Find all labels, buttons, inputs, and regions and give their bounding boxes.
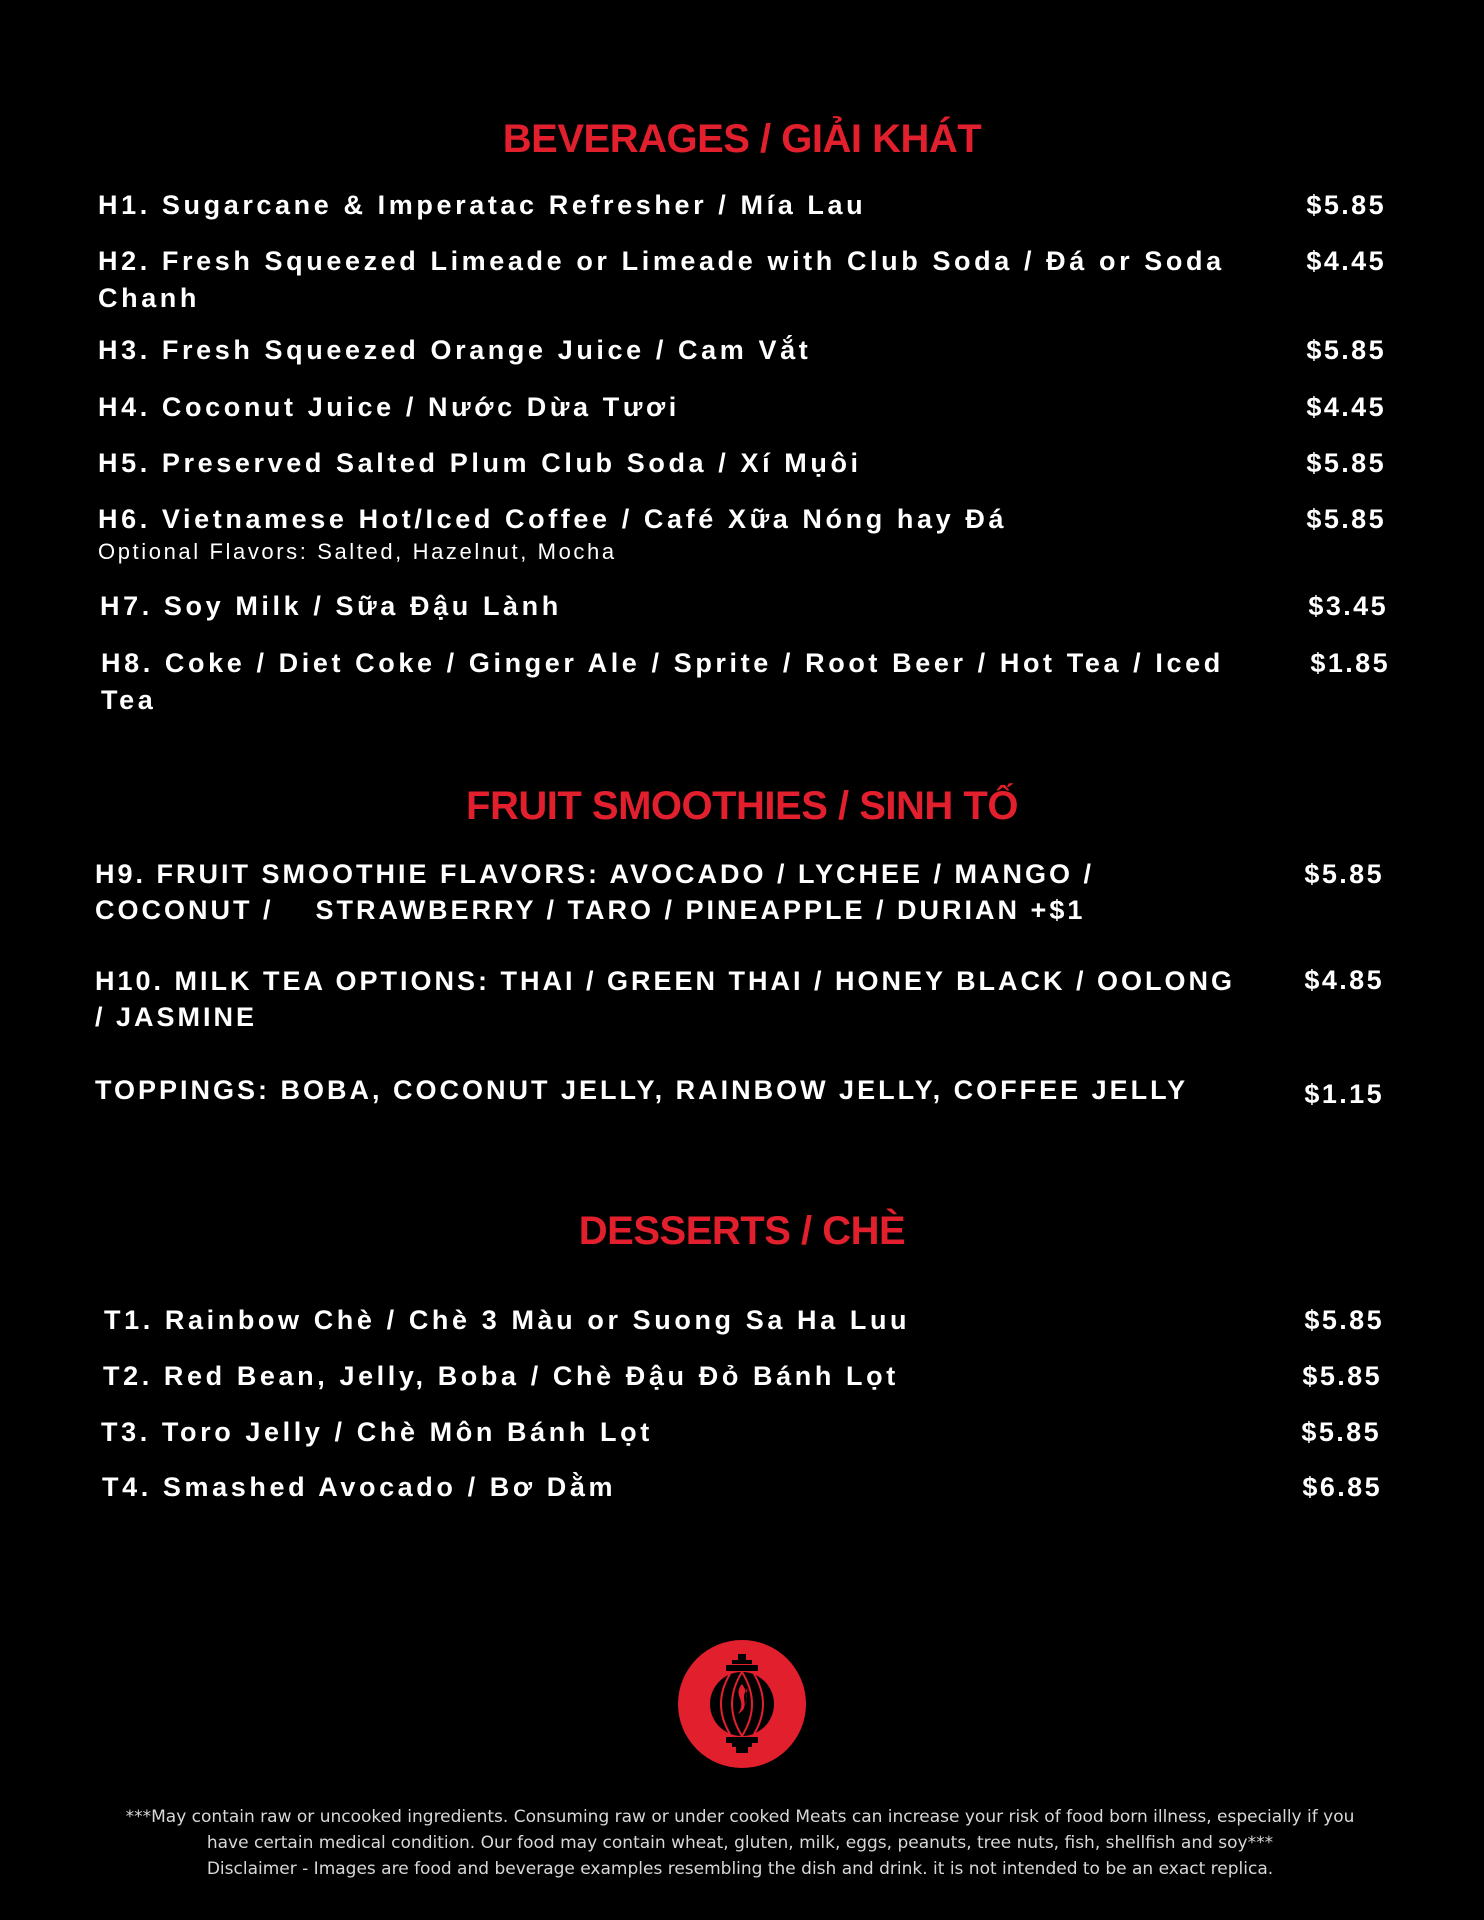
item-price: $1.15 xyxy=(1304,1079,1384,1109)
item-name: T3. Toro Jelly / Chè Môn Bánh Lọt xyxy=(101,1417,653,1447)
item-name: H7. Soy Milk / Sữa Đậu Lành xyxy=(100,591,562,621)
item-name: T4. Smashed Avocado / Bơ Dằm xyxy=(102,1472,617,1502)
item-price: $6.85 xyxy=(1302,1472,1382,1502)
item-price: $5.85 xyxy=(1301,1417,1381,1447)
desserts-heading: DESSERTS / CHÈ xyxy=(578,1209,906,1253)
item-price: $5.85 xyxy=(1304,859,1384,889)
item-price: $4.85 xyxy=(1304,965,1384,995)
item-name: H2. Fresh Squeezed Limeade or Limeade with Club Soda / Đá or Soda Chanh xyxy=(98,246,1225,313)
item-name: H8. Coke / Diet Coke / Ginger Ale / Sprite / Root Beer / Hot Tea / Iced Tea xyxy=(101,648,1224,715)
disclaimer-line: ***May contain raw or uncooked ingredients. Consuming raw or under cooked Meats can increase your risk of food born illness, especially if you xyxy=(125,1807,1355,1827)
item-name: H9. FRUIT SMOOTHIE FLAVORS: AVOCADO / LYCHEE / MANGO / COCONUT / STRAWBERRY / TARO / PINEAPPLE / DURIAN +$1 xyxy=(95,859,1105,925)
item-name: H4. Coconut Juice / Nước Dừa Tươi xyxy=(98,392,680,422)
item-name: H3. Fresh Squeezed Orange Juice / Cam Vắt xyxy=(98,335,812,365)
item-name: H6. Vietnamese Hot/Iced Coffee / Café Xữa Nóng hay Đá xyxy=(98,504,1008,534)
beverages-heading: BEVERAGES / GIẢI KHÁT xyxy=(502,117,982,161)
item-price: $4.45 xyxy=(1306,392,1386,422)
item-name: T2. Red Bean, Jelly, Boba / Chè Đậu Đỏ Bánh Lọt xyxy=(103,1361,899,1391)
disclaimer-line: Disclaimer - Images are food and beverage examples resembling the dish and drink. it is not intended to be an exact replica. xyxy=(206,1859,1274,1879)
item-price: $3.45 xyxy=(1308,591,1388,621)
item-price: $1.85 xyxy=(1310,648,1390,678)
item-price: $5.85 xyxy=(1302,1361,1382,1391)
item-name: T1. Rainbow Chè / Chè 3 Màu or Suong Sa Ha Luu xyxy=(104,1305,911,1335)
item-price: $4.45 xyxy=(1306,246,1386,276)
item-price: $5.85 xyxy=(1306,335,1386,365)
disclaimer-line: have certain medical condition. Our food may contain wheat, gluten, milk, eggs, peanuts, tree nuts, fish, shellfish and soy*** xyxy=(206,1833,1274,1853)
item-name: H1. Sugarcane & Imperatac Refresher / Mía Lau xyxy=(98,190,867,220)
item-name: TOPPINGS: BOBA, COCONUT JELLY, RAINBOW JELLY, COFFEE JELLY xyxy=(95,1075,1189,1105)
item-price: $5.85 xyxy=(1306,448,1386,478)
item-note: Optional Flavors: Salted, Hazelnut, Mocha xyxy=(98,539,617,564)
smoothies-heading: FRUIT SMOOTHIES / SINH TỐ xyxy=(466,784,1018,828)
item-price: $5.85 xyxy=(1304,1305,1384,1335)
lantern-logo-icon xyxy=(678,1640,806,1768)
item-name: H10. MILK TEA OPTIONS: THAI / GREEN THAI / HONEY BLACK / OOLONG / JASMINE xyxy=(95,966,1236,1032)
item-price: $5.85 xyxy=(1306,190,1386,220)
disclaimer xyxy=(90,1804,1390,1882)
item-name: H5. Preserved Salted Plum Club Soda / Xí Mụôi xyxy=(98,448,862,478)
item-price: $5.85 xyxy=(1306,504,1386,534)
